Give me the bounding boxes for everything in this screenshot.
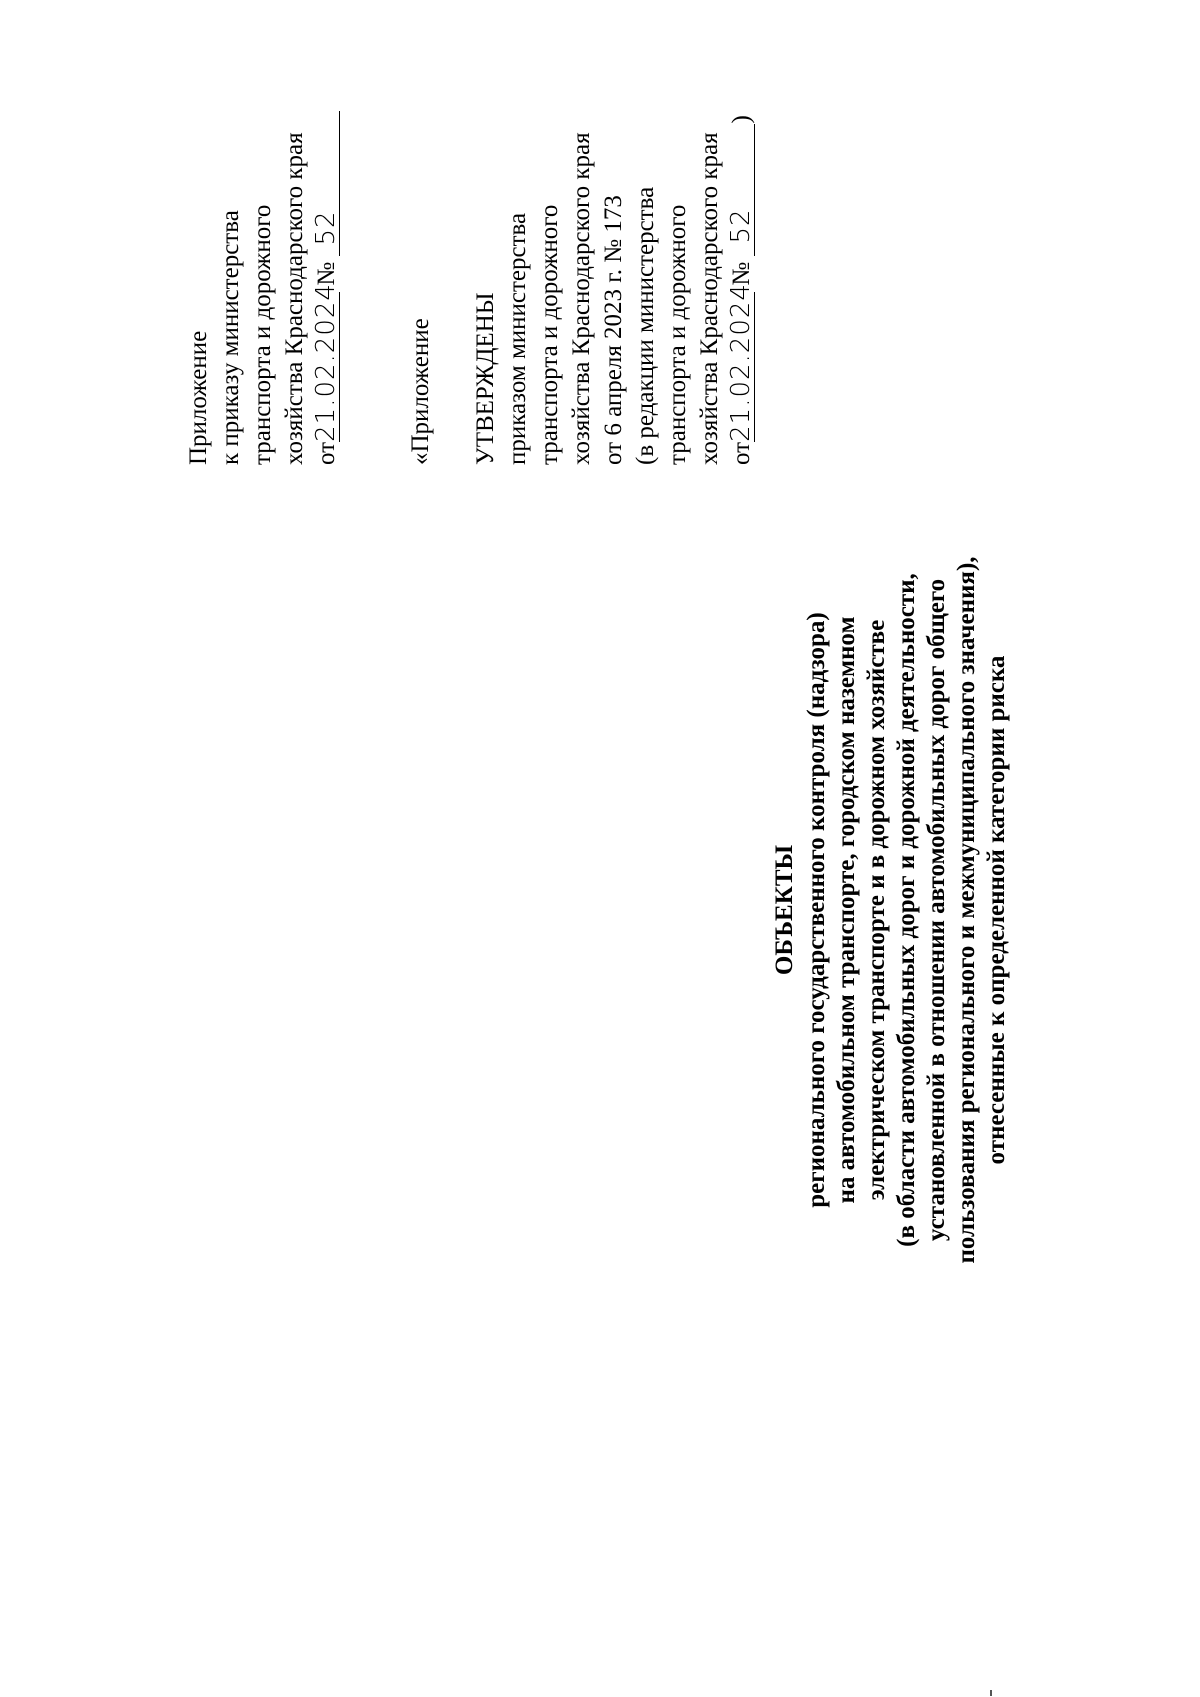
document-title-block xyxy=(770,530,1070,1290)
appendix-line-2: к приказу министерства xyxy=(217,210,244,465)
scan-mark xyxy=(990,1690,992,1696)
approved-date-line xyxy=(727,115,757,465)
title-line: регионального государственного контроля (надзора) xyxy=(803,612,830,1208)
approved-line-2: транспорта и дорожного xyxy=(536,204,563,465)
appendix-date-line xyxy=(312,111,342,465)
appendix-block xyxy=(184,105,354,465)
from-label: от xyxy=(313,441,340,465)
order-date-handwritten: 21.02.2024 xyxy=(311,283,341,442)
order-number-handwritten: 52 xyxy=(313,111,340,256)
title-line: на автомобильном транспорте, городском наземном xyxy=(833,616,860,1204)
title-line: пользования регионального и межмуниципального значения), xyxy=(953,556,980,1264)
revision-date-handwritten: 21.02.2024 xyxy=(726,283,756,442)
closing-paren: ) xyxy=(728,115,755,124)
approved-line-7: хозяйства Краснодарского края xyxy=(696,132,723,465)
title-line: электрическом транспорте и в дорожном хозяйстве xyxy=(863,619,890,1201)
appendix-line-4: хозяйства Краснодарского края xyxy=(281,132,308,465)
approved-block xyxy=(406,105,756,465)
number-label: № xyxy=(728,261,755,286)
title-line: отнесенные к определенной категории риска xyxy=(983,655,1010,1165)
revision-number-handwritten: 52 xyxy=(728,124,755,256)
approved-line-3: хозяйства Краснодарского края xyxy=(568,132,595,465)
approved-line-5: (в редакции министерства xyxy=(632,186,659,465)
approved-heading: УТВЕРЖДЕНЫ xyxy=(472,292,499,465)
approved-line-1: приказом министерства xyxy=(504,212,531,465)
from-label: от xyxy=(728,441,755,465)
approved-line-6: транспорта и дорожного xyxy=(664,204,691,465)
number-label: № xyxy=(313,261,340,286)
title-line: (в области автомобильных дорог и дорожной деятельности, xyxy=(893,573,920,1247)
title-line: установленной в отношении автомобильных дорог общего xyxy=(923,578,950,1242)
approved-line-4: от 6 апреля 2023 г. № 173 xyxy=(600,195,627,465)
appendix-line-1: Приложение xyxy=(185,330,212,465)
appendix-line-3: транспорта и дорожного xyxy=(249,204,276,465)
document-title: ОБЪЕКТЫ xyxy=(771,844,798,976)
quote-appendix-line: «Приложение xyxy=(407,318,434,465)
